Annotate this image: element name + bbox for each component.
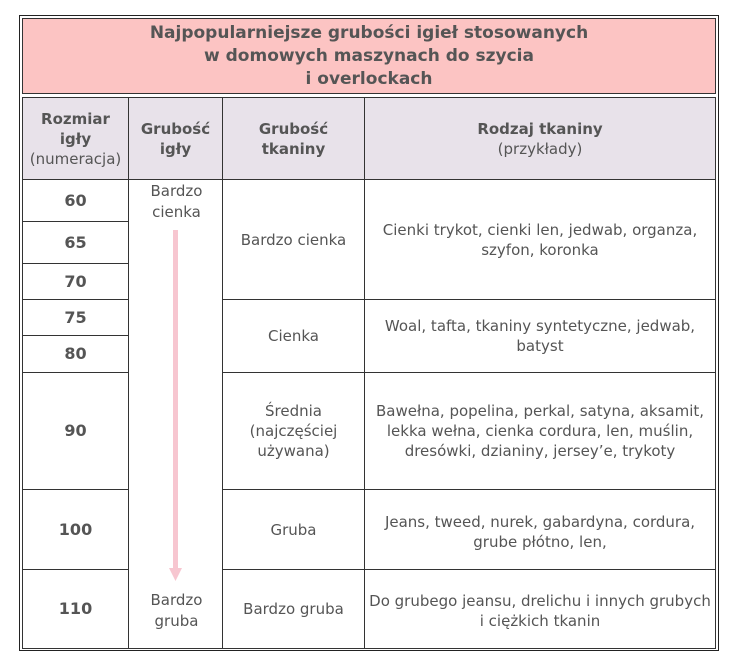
fabric-type-thin-line-1: Woal, tafta, tkaniny syntetyczne, jedwab, <box>384 317 696 335</box>
fabric-type-very-thin-line-2: szyfon, koronka <box>481 240 599 259</box>
header-needle-thickness <box>128 97 223 180</box>
size-cell-70: 70 <box>22 263 129 300</box>
fabric-type-very-thick <box>364 569 716 649</box>
table-title <box>22 18 716 94</box>
header-size-line-3: (numeracja) <box>29 149 122 168</box>
size-cell-60: 60 <box>22 179 129 222</box>
title-line-1: Najpopularniejsze grubości igieł stosowanych <box>149 22 589 43</box>
header-fabric-line-2: tkaniny <box>261 139 326 158</box>
header-fabric-thickness <box>222 97 365 180</box>
header-type-line-2: (przykłady) <box>497 139 583 158</box>
size-cell-90: 90 <box>22 372 129 490</box>
fabric-thickness-very-thin: Bardzo cienka <box>222 179 365 300</box>
header-fabric-line-1: Grubość <box>258 119 329 138</box>
title-line-3: i overlockach <box>305 68 433 89</box>
header-needle-size <box>22 97 129 180</box>
fabric-type-thin-line-2: batyst <box>516 337 564 355</box>
size-cell-65: 65 <box>22 221 129 264</box>
thickness-arrow-icon <box>166 228 186 584</box>
size-cell-80: 80 <box>22 335 129 373</box>
header-size-line-2: igły <box>59 129 92 148</box>
fabric-type-very-thin-line-1: Cienki trykot, cienki len, jedwab, organza, <box>382 220 698 239</box>
fabric-thickness-thick: Gruba <box>222 489 365 570</box>
size-cell-100: 100 <box>22 489 129 570</box>
needle-top-line-1: Bardzo <box>150 182 203 200</box>
fabric-thickness-medium <box>222 372 365 490</box>
fabric-type-thick-line-1: Jeans, tweed, nurek, gabardyna, cordura, <box>384 513 696 531</box>
fabric-type-medium <box>364 372 716 490</box>
header-fabric-type <box>364 97 716 180</box>
fabric-medium-line-1: Średnia <box>265 402 322 420</box>
fabric-type-medium-line-1: Bawełna, popelina, perkal, satyna, aksamit, <box>375 402 705 420</box>
needle-bottom-line-1: Bardzo <box>150 591 203 609</box>
fabric-type-medium-line-3: dresówki, dzianiny, jersey’e, trykoty <box>404 442 676 460</box>
header-needle-line-2: igły <box>159 139 192 158</box>
header-type-line-1: Rodzaj tkaniny <box>477 119 603 138</box>
size-cell-75: 75 <box>22 299 129 336</box>
fabric-thickness-thin: Cienka <box>222 299 365 373</box>
fabric-type-medium-line-2: lekka wełna, cienka cordura, len, muślin, <box>386 422 694 440</box>
fabric-type-thick-line-2: grube płótno, len, <box>473 533 607 551</box>
fabric-medium-line-3: używana) <box>257 442 330 460</box>
fabric-type-very-thick-line-1: Do grubego jeansu, drelichu i innych grubych <box>369 592 711 610</box>
title-line-2: w domowych maszynach do szycia <box>204 45 534 66</box>
header-size-line-1: Rozmiar <box>41 109 110 128</box>
needle-top-line-2: cienka <box>152 203 201 221</box>
fabric-type-very-thin <box>364 179 716 300</box>
header-needle-line-1: Grubość <box>140 119 211 138</box>
fabric-thickness-very-thick: Bardzo gruba <box>222 569 365 649</box>
fabric-medium-line-2: (najczęściej <box>249 422 338 440</box>
needle-bottom-line-2: gruba <box>154 612 199 630</box>
fabric-type-thick <box>364 489 716 570</box>
needle-thickness-top <box>129 181 224 223</box>
size-cell-110: 110 <box>22 569 129 649</box>
needle-thickness-bottom <box>129 590 224 632</box>
fabric-type-very-thick-line-2: i ciężkich tkanin <box>479 612 601 630</box>
fabric-type-thin <box>364 299 716 373</box>
